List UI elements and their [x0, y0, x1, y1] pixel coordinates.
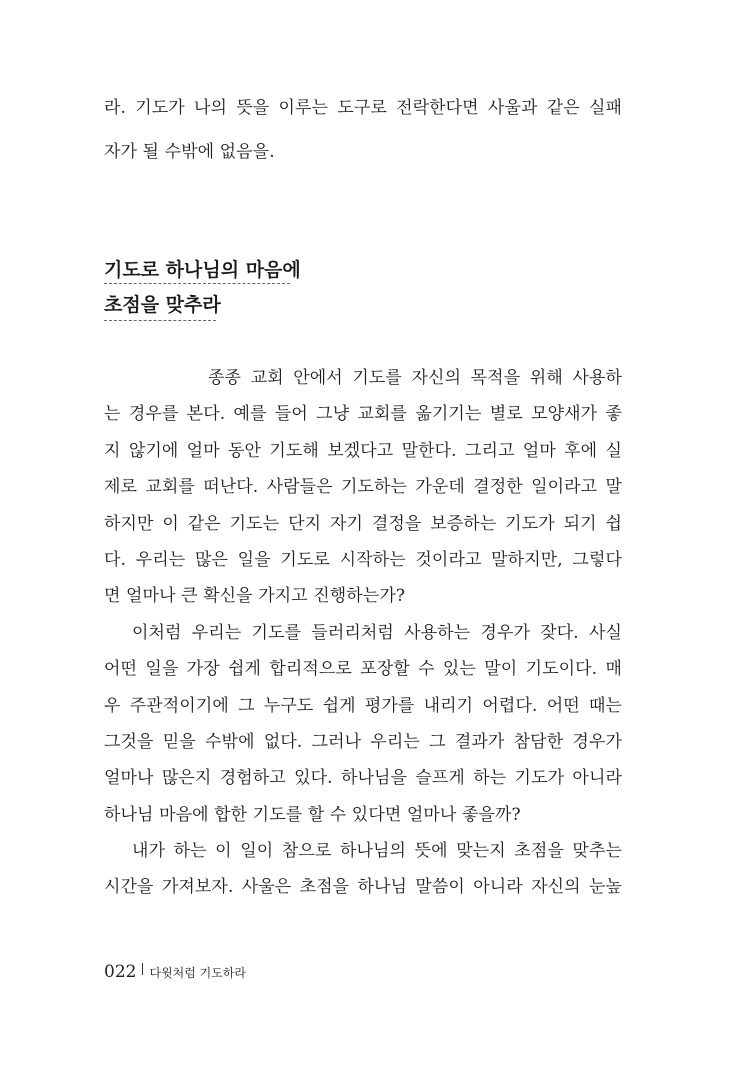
text-line: 얼마나 많은지 경험하고 있다. 하나님을 슬프게 하는 기도가 아니라 [104, 768, 622, 789]
intro-paragraph [104, 86, 622, 174]
text-line: 제로 교회를 떠난다. 사람들은 기도하는 가운데 결정한 일이라고 말 [104, 477, 622, 498]
text-line: 어떤 일을 가장 쉽게 합리적으로 포장할 수 있는 말이 기도이다. 매 [104, 659, 622, 680]
running-book-title: 다윗처럼 기도하라 [149, 965, 247, 980]
text-line: 이처럼 우리는 기도를 들러리처럼 사용하는 경우가 잦다. 사실 [132, 622, 622, 643]
text-line: 는 경우를 본다. 예를 들어 그냥 교회를 옮기기는 별로 모양새가 좋 [104, 404, 622, 425]
heading-underline [104, 283, 290, 284]
text-line: 그것을 믿을 수밖에 없다. 그러나 우리는 그 결과가 참담한 경우가 [104, 731, 622, 752]
page-number: 022 [104, 962, 137, 982]
text-line: 내가 하는 이 일이 참으로 하나님의 뜻에 맞는지 초점을 맞추는 [132, 841, 622, 862]
footer-divider [142, 963, 143, 975]
text-line: 우 주관적이기에 그 누구도 쉽게 평가를 내리기 어렵다. 어떤 때는 [104, 695, 622, 716]
text-line: 다. 우리는 많은 일을 기도로 시작하는 것이라고 말하지만, 그렇다 [104, 549, 622, 570]
text-line: 하나님 마음에 합한 기도를 할 수 있다면 얼마나 좋을까? [104, 804, 521, 825]
text-line: 하지만 이 같은 기도는 단지 자기 결정을 보증하는 기도가 되기 쉽 [104, 513, 622, 534]
text-line: 라. 기도가 나의 뜻을 이루는 도구로 전락한다면 사울과 같은 실패 [104, 98, 622, 118]
section-heading-line-2: 초점을 맞추라 [104, 294, 221, 316]
page-footer [104, 960, 246, 984]
section-heading-line-1: 기도로 하나님의 마음에 [104, 259, 301, 281]
text-line: 자가 될 수밖에 없음을. [104, 142, 275, 162]
text-line: 종종 교회 안에서 기도를 자신의 목적을 위해 사용하 [208, 368, 622, 388]
body-text [104, 360, 622, 906]
heading-underline [104, 320, 216, 321]
text-line: 시간을 가져보자. 사울은 초점을 하나님 말씀이 아니라 자신의 눈높 [104, 877, 622, 898]
text-line: 지 않기에 얼마 동안 기도해 보겠다고 말한다. 그리고 얼마 후에 실 [104, 440, 622, 461]
text-line: 면 얼마나 큰 확신을 가지고 진행하는가? [104, 586, 406, 607]
